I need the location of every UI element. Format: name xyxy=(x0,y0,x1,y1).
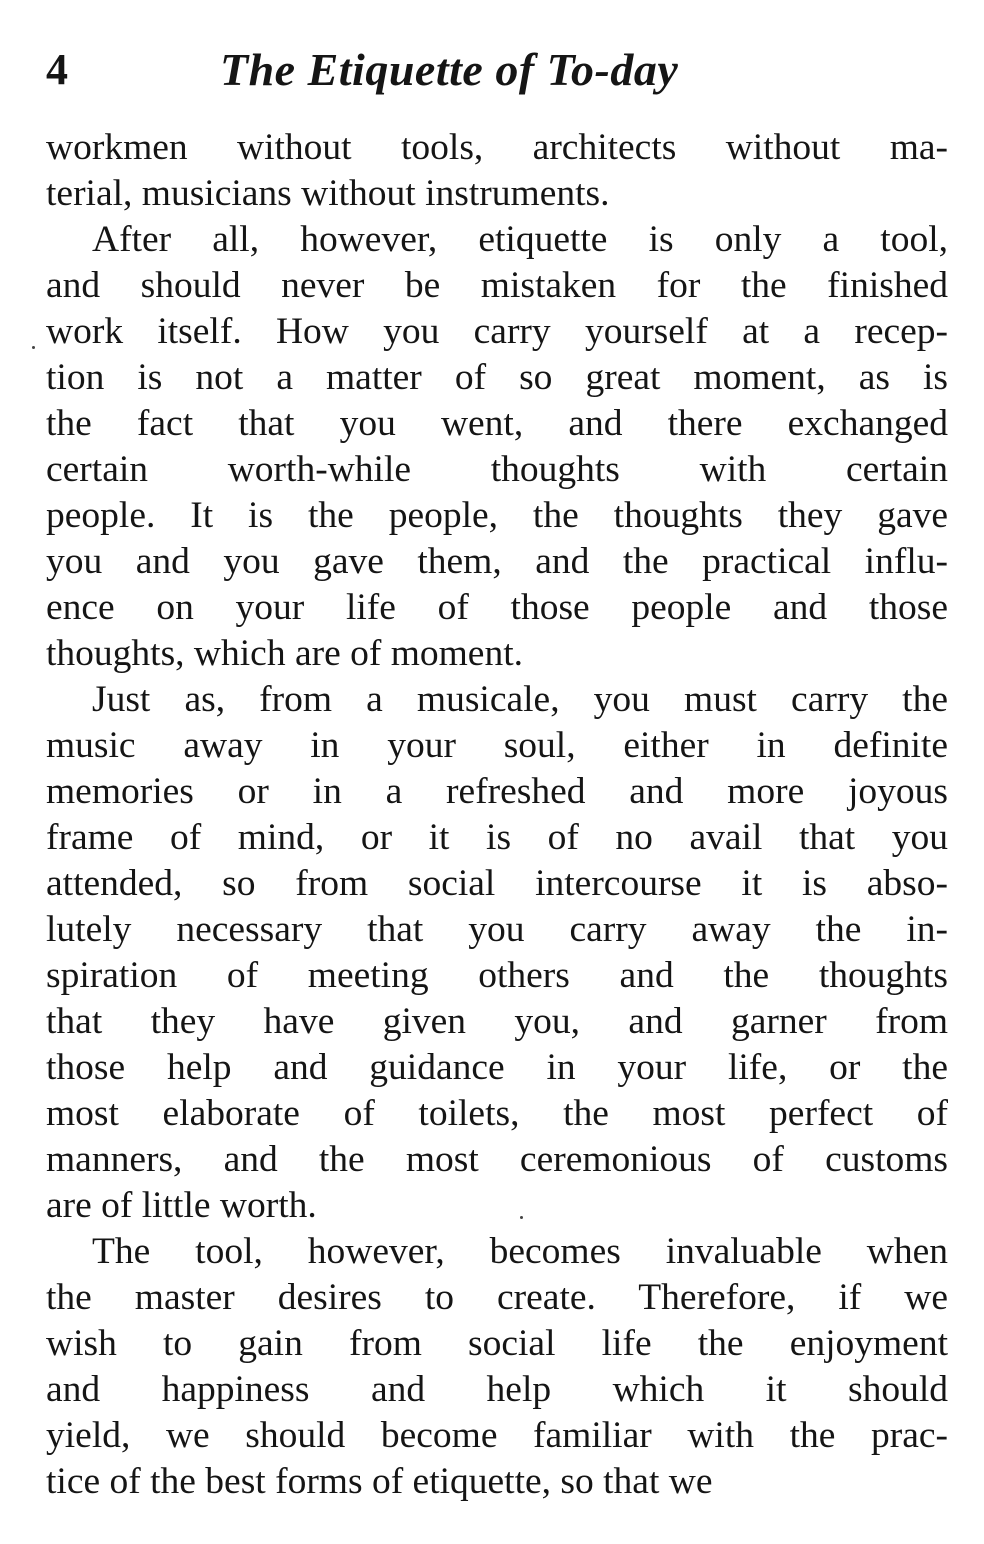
text-line: After all, however, etiquette is only a tool, xyxy=(92,219,948,260)
text-line: the master desires to create. Therefore, if we xyxy=(46,1277,948,1318)
text-line: are of little worth. xyxy=(46,1185,317,1226)
text-line: manners, and the most ceremonious of customs xyxy=(46,1139,948,1180)
text-line: ence on your life of those people and those xyxy=(46,587,948,628)
text-line: wish to gain from social life the enjoyment xyxy=(46,1323,948,1364)
text-line: spiration of meeting others and the thoughts xyxy=(46,955,948,996)
text-line: certain worth-while thoughts with certain xyxy=(46,449,948,490)
text-line: lutely necessary that you carry away the in- xyxy=(46,909,948,950)
text-line: terial, musicians without instruments. xyxy=(46,173,610,214)
text-line: workmen without tools, architects without ma- xyxy=(46,127,948,168)
paragraph xyxy=(46,677,948,1229)
text-line: The tool, however, becomes invaluable when xyxy=(92,1231,948,1272)
print-speck xyxy=(520,1216,523,1219)
text-line: that they have given you, and garner from xyxy=(46,1001,948,1042)
text-line: you and you gave them, and the practical influ- xyxy=(46,541,948,582)
text-line: those help and guidance in your life, or the xyxy=(46,1047,948,1088)
running-head xyxy=(46,40,946,100)
text-line: the fact that you went, and there exchanged xyxy=(46,403,948,444)
text-line: tion is not a matter of so great moment, as is xyxy=(46,357,948,398)
body-text xyxy=(46,125,948,1505)
text-line: people. It is the people, the thoughts they gave xyxy=(46,495,948,536)
paragraph xyxy=(46,217,948,677)
page-number: 4 xyxy=(46,45,68,94)
paragraph xyxy=(46,1229,948,1505)
text-line: yield, we should become familiar with the prac- xyxy=(46,1415,948,1456)
text-line: work itself. How you carry yourself at a recep- xyxy=(46,311,948,352)
text-line: memories or in a refreshed and more joyous xyxy=(46,771,948,812)
text-line: and happiness and help which it should xyxy=(46,1369,948,1410)
text-line: and should never be mistaken for the finished xyxy=(46,265,948,306)
text-line: attended, so from social intercourse it is abso- xyxy=(46,863,948,904)
print-speck xyxy=(32,346,35,349)
text-line: thoughts, which are of moment. xyxy=(46,633,523,674)
paragraph xyxy=(46,125,948,217)
text-line: tice of the best forms of etiquette, so that we xyxy=(46,1461,713,1502)
text-line: music away in your soul, either in definite xyxy=(46,725,948,766)
text-line: Just as, from a musicale, you must carry the xyxy=(92,679,948,720)
text-line: most elaborate of toilets, the most perfect of xyxy=(46,1093,948,1134)
text-line: frame of mind, or it is of no avail that you xyxy=(46,817,948,858)
book-title: The Etiquette of To-day xyxy=(220,44,679,95)
